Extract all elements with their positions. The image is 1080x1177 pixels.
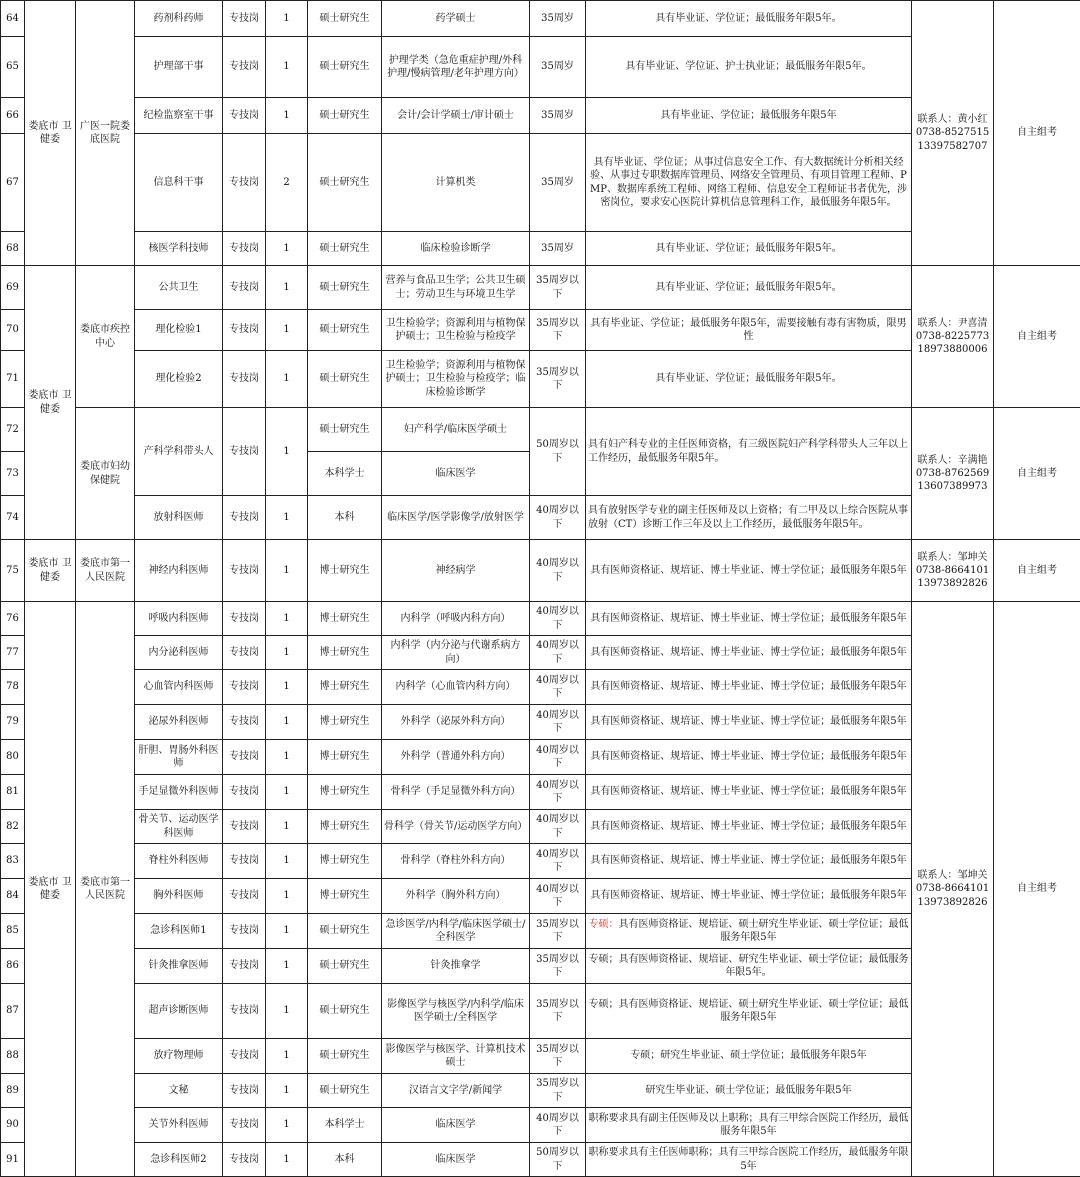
edu-cell: 硕士研究生 [308,351,382,408]
edu-cell: 博士研究生 [308,540,382,602]
count-cell: 1 [266,351,308,408]
age-cell: 35周岁以下 [530,914,586,949]
requirement-cell: 具有医师资格证、规培证、博士毕业证、博士学位证；最低服务年限5年 [586,540,912,602]
post-cell: 肝胆、胃肠外科医师 [135,740,223,775]
edu-cell: 硕士研究生 [308,134,382,232]
row-number: 65 [1,37,25,98]
row-number: 77 [1,636,25,670]
major-cell: 骨科学（手足显微外科方向） [382,775,530,810]
major-cell: 影像医学与核医学/内科学/临床医学硕士/全科医学 [382,984,530,1039]
row-number: 80 [1,740,25,775]
count-cell: 1 [266,705,308,740]
unit-cell: 娄底市 卫健委 [25,1,76,266]
requirement-text: 具有医师资格证、规培证、硕士研究生毕业证、硕士学位证；最低服务年限5年 [619,919,909,943]
row-number: 79 [1,705,25,740]
row-number: 82 [1,810,25,844]
edu-cell: 本科学士 [308,452,382,496]
major-cell: 护理学类（急危重症护理/外科护理/慢病管理/老年护理方向） [382,37,530,98]
requirement-cell: 具有医师资格证、规培证、博士毕业证、博士学位证；最低服务年限5年 [586,740,912,775]
major-cell: 汉语言文字学/新闻学 [382,1074,530,1108]
age-cell: 35周岁 [530,37,586,98]
type-cell: 专技岗 [223,408,266,496]
age-cell: 40周岁以下 [530,670,586,705]
age-cell: 35周岁 [530,98,586,134]
edu-cell: 硕士研究生 [308,310,382,351]
exam-cell: 自主组考 [994,408,1080,540]
edu-cell: 博士研究生 [308,775,382,810]
requirement-cell: 具有毕业证、学位证；最低服务年限5年，需要接触有毒有害物质，限男性 [586,310,912,351]
requirement-cell: 具有医师资格证、规培证、博士毕业证、博士学位证；最低服务年限5年 [586,636,912,670]
type-cell: 专技岗 [223,496,266,540]
edu-cell: 硕士研究生 [308,914,382,949]
row-number: 85 [1,914,25,949]
type-cell: 专技岗 [223,1108,266,1143]
post-cell: 心血管内科医师 [135,670,223,705]
edu-cell: 硕士研究生 [308,1074,382,1108]
age-cell: 40周岁以下 [530,602,586,636]
type-cell: 专技岗 [223,879,266,914]
row-number: 66 [1,98,25,134]
age-cell: 35周岁以下 [530,984,586,1039]
age-cell: 35周岁 [530,1,586,37]
post-cell: 内分泌科医师 [135,636,223,670]
count-cell: 1 [266,1039,308,1074]
age-cell: 50周岁以下 [530,408,586,496]
major-cell: 外科学（胸外科方向） [382,879,530,914]
contact-cell: 联系人：尹喜清 0738-8225773 18973880006 [912,266,994,408]
type-cell: 专技岗 [223,810,266,844]
row-number: 83 [1,844,25,879]
requirement-cell: 具有毕业证、学位证；最低服务年限5年。 [586,266,912,310]
age-cell: 35周岁以下 [530,351,586,408]
major-cell: 影像医学与核医学、计算机技术硕士 [382,1039,530,1074]
requirement-cell: 具有毕业证、学位证；最低服务年限5年 [586,98,912,134]
requirement-cell: 具有毕业证、学位证、护士执业证；最低服务年限5年。 [586,37,912,98]
count-cell: 1 [266,1108,308,1143]
age-cell: 40周岁以下 [530,705,586,740]
type-cell: 专技岗 [223,98,266,134]
type-cell: 专技岗 [223,351,266,408]
major-cell: 卫生检验学；资源利用与植物保护硕士；卫生检验与检疫学 [382,310,530,351]
post-cell: 理化检验2 [135,351,223,408]
requirement-cell: 具有医师资格证、规培证、博士毕业证、博士学位证；最低服务年限5年 [586,775,912,810]
edu-cell: 硕士研究生 [308,98,382,134]
type-cell: 专技岗 [223,1074,266,1108]
type-cell: 专技岗 [223,705,266,740]
major-cell: 内科学（呼吸内科方向） [382,602,530,636]
requirement-cell: 具有医师资格证、规培证、博士毕业证、博士学位证；最低服务年限5年 [586,705,912,740]
row-number: 75 [1,540,25,602]
requirement-cell: 具有医师资格证、规培证、博士毕业证、博士学位证；最低服务年限5年 [586,602,912,636]
count-cell: 1 [266,496,308,540]
row-number: 73 [1,452,25,496]
requirement-cell: 具有放射医学专业的副主任医师及以上资格；有二甲及以上综合医院从事放射（CT）诊断工作三年及以上工作经历，最低服务年限5年。 [586,496,912,540]
major-cell: 药学硕士 [382,1,530,37]
post-cell: 神经内科医师 [135,540,223,602]
count-cell: 1 [266,775,308,810]
row-number: 68 [1,232,25,266]
age-cell: 50周岁以下 [530,1143,586,1177]
major-cell: 临床医学 [382,1108,530,1143]
edu-cell: 硕士研究生 [308,408,382,452]
post-cell: 急诊科医师1 [135,914,223,949]
type-cell: 专技岗 [223,844,266,879]
type-cell: 专技岗 [223,232,266,266]
requirement-cell: 具有医师资格证、规培证、博士毕业证、博士学位证；最低服务年限5年 [586,879,912,914]
count-cell: 1 [266,670,308,705]
row-number: 78 [1,670,25,705]
row-number: 87 [1,984,25,1039]
edu-cell: 硕士研究生 [308,37,382,98]
post-cell: 泌尿外科医师 [135,705,223,740]
count-cell: 1 [266,310,308,351]
age-cell: 40周岁以下 [530,810,586,844]
type-cell: 专技岗 [223,266,266,310]
requirement-cell: 专硕；具有医师资格证、规培证、研究生毕业证、硕士学位证；最低服务年限5年。 [586,949,912,984]
age-cell: 35周岁以下 [530,949,586,984]
major-cell: 临床医学 [382,1143,530,1177]
type-cell: 专技岗 [223,775,266,810]
post-cell: 手足显微外科医师 [135,775,223,810]
count-cell: 2 [266,134,308,232]
count-cell: 1 [266,1,308,37]
edu-cell: 硕士研究生 [308,984,382,1039]
contact-cell: 联系人：邹坤关 0738-8664101 13973892826 [912,602,994,1177]
major-cell: 会计/会计学硕士/审计硕士 [382,98,530,134]
exam-cell: 自主组考 [994,540,1080,602]
type-cell: 专技岗 [223,1039,266,1074]
major-cell: 妇产科学/临床医学硕士 [382,408,530,452]
age-cell: 35周岁以下 [530,1039,586,1074]
row-number: 72 [1,408,25,452]
unit-cell: 娄底市 卫健委 [25,266,76,540]
org-cell: 广医一院娄底医院 [76,1,135,266]
row-number: 71 [1,351,25,408]
requirement-cell: 具有妇产科专业的主任医师资格，有三级医院妇产科学科带头人三年以上工作经历，最低服务年限5年。 [586,408,912,496]
exam-cell: 自主组考 [994,1,1080,266]
exam-cell: 自主组考 [994,266,1080,408]
row-number: 84 [1,879,25,914]
count-cell: 1 [266,949,308,984]
major-cell: 骨科学（脊柱外科方向） [382,844,530,879]
requirement-cell: 具有毕业证、学位证；最低服务年限5年。 [586,351,912,408]
row-number: 86 [1,949,25,984]
count-cell: 1 [266,266,308,310]
contact-cell: 联系人：邹坤关 0738-8664101 13973892826 [912,540,994,602]
edu-cell: 本科 [308,1143,382,1177]
edu-cell: 博士研究生 [308,810,382,844]
post-cell: 针灸推拿医师 [135,949,223,984]
post-cell: 理化检验1 [135,310,223,351]
edu-cell: 本科 [308,496,382,540]
type-cell: 专技岗 [223,636,266,670]
edu-cell: 硕士研究生 [308,232,382,266]
edu-cell: 硕士研究生 [308,1039,382,1074]
age-cell: 40周岁以下 [530,636,586,670]
requirement-cell [586,914,912,949]
age-cell: 40周岁以下 [530,775,586,810]
post-cell: 急诊科医师2 [135,1143,223,1177]
unit-cell: 娄底市 卫健委 [25,540,76,602]
requirement-cell: 具有医师资格证、规培证、博士毕业证、博士学位证；最低服务年限5年 [586,810,912,844]
post-cell: 脊柱外科医师 [135,844,223,879]
major-cell: 急诊医学/内科学/临床医学硕士/全科医学 [382,914,530,949]
row-number: 70 [1,310,25,351]
major-cell: 营养与食品卫生学；公共卫生硕士；劳动卫生与环境卫生学 [382,266,530,310]
requirement-cell: 具有毕业证、学位证；最低服务年限5年。 [586,232,912,266]
org-cell: 娄底市妇幼保健院 [76,408,135,540]
count-cell: 1 [266,740,308,775]
row-number: 64 [1,1,25,37]
count-cell: 1 [266,984,308,1039]
count-cell: 1 [266,540,308,602]
requirement-prefix: 专硕： [589,919,619,930]
post-cell: 纪检监察室干事 [135,98,223,134]
org-cell: 娄底市疾控中心 [76,266,135,408]
requirement-cell: 研究生毕业证、硕士学位证；最低服务年限5年 [586,1074,912,1108]
major-cell: 内科学（心血管内科方向） [382,670,530,705]
exam-cell: 自主组考 [994,602,1080,1177]
edu-cell: 博士研究生 [308,740,382,775]
age-cell: 40周岁以下 [530,540,586,602]
edu-cell: 硕士研究生 [308,266,382,310]
org-cell: 娄底市第一人民医院 [76,540,135,602]
edu-cell: 博士研究生 [308,705,382,740]
type-cell: 专技岗 [223,134,266,232]
major-cell: 临床检验诊断学 [382,232,530,266]
age-cell: 35周岁以下 [530,266,586,310]
requirement-cell: 职称要求具有主任医师职称；具有三甲综合医院工作经历，最低服务年限5年 [586,1143,912,1177]
row-number: 90 [1,1108,25,1143]
age-cell: 35周岁以下 [530,1074,586,1108]
row-number: 88 [1,1039,25,1074]
count-cell: 1 [266,602,308,636]
post-cell: 骨关节、运动医学科医师 [135,810,223,844]
post-cell: 信息科干事 [135,134,223,232]
requirement-cell: 具有毕业证、学位证；最低服务年限5年。 [586,1,912,37]
table-row [1,1,1080,37]
type-cell: 专技岗 [223,540,266,602]
table-row [1,408,1080,452]
requirement-cell: 职称要求具有副主任医师及以上职称；具有三甲综合医院工作经历，最低服务年限5年 [586,1108,912,1143]
post-cell: 呼吸内科医师 [135,602,223,636]
post-cell: 放射科医师 [135,496,223,540]
table-row [1,266,1080,310]
major-cell: 外科学（泌尿外科方向） [382,705,530,740]
row-number: 67 [1,134,25,232]
age-cell: 40周岁以下 [530,740,586,775]
major-cell: 神经病学 [382,540,530,602]
count-cell: 1 [266,408,308,496]
row-number: 74 [1,496,25,540]
count-cell: 1 [266,810,308,844]
table-row [1,540,1080,602]
contact-cell: 联系人：辛满艳 0738-8762569 13607389973 [912,408,994,540]
row-number: 91 [1,1143,25,1177]
post-cell: 护理部干事 [135,37,223,98]
age-cell: 40周岁以下 [530,1108,586,1143]
age-cell: 35周岁 [530,232,586,266]
count-cell: 1 [266,37,308,98]
type-cell: 专技岗 [223,914,266,949]
edu-cell: 博士研究生 [308,602,382,636]
type-cell: 专技岗 [223,310,266,351]
requirement-cell: 专硕；具有医师资格证、规培证、硕士研究生毕业证、硕士学位证；最低服务年限5年 [586,984,912,1039]
age-cell: 40周岁以下 [530,496,586,540]
edu-cell: 博士研究生 [308,670,382,705]
age-cell: 40周岁以下 [530,844,586,879]
post-cell: 核医学科技师 [135,232,223,266]
post-cell: 文秘 [135,1074,223,1108]
type-cell: 专技岗 [223,1143,266,1177]
major-cell: 骨科学（骨关节/运动医学方向） [382,810,530,844]
edu-cell: 博士研究生 [308,879,382,914]
unit-cell: 娄底市 卫健委 [25,602,76,1177]
count-cell: 1 [266,879,308,914]
type-cell: 专技岗 [223,37,266,98]
requirement-cell: 专硕；研究生毕业证、硕士学位证；最低服务年限5年 [586,1039,912,1074]
major-cell: 临床医学 [382,452,530,496]
requirement-cell: 具有医师资格证、规培证、博士毕业证、博士学位证；最低服务年限5年 [586,670,912,705]
table-row [1,602,1080,636]
row-number: 69 [1,266,25,310]
post-cell: 公共卫生 [135,266,223,310]
edu-cell: 硕士研究生 [308,1,382,37]
row-number: 89 [1,1074,25,1108]
count-cell: 1 [266,232,308,266]
age-cell: 35周岁 [530,134,586,232]
count-cell: 1 [266,1143,308,1177]
count-cell: 1 [266,844,308,879]
edu-cell: 博士研究生 [308,844,382,879]
count-cell: 1 [266,98,308,134]
post-cell: 产科学科带头人 [135,408,223,496]
major-cell: 内科学（内分泌与代谢系病方向） [382,636,530,670]
requirement-cell: 具有毕业证、学位证；从事过信息安全工作、有大数据统计分析相关经验、从事过专职数据库管理员、网络安全管理员、有项目管理工程师、PMP、数据库系统工程师、网络工程师、信息安全工程师证书者优先，涉密岗位，要求安心医院计算机信息管理科工作，最低服务年限5年。 [586,134,912,232]
type-cell: 专技岗 [223,1,266,37]
type-cell: 专技岗 [223,602,266,636]
major-cell: 计算机类 [382,134,530,232]
type-cell: 专技岗 [223,670,266,705]
post-cell: 药剂科药师 [135,1,223,37]
requirement-cell: 具有医师资格证、规培证、博士毕业证、博士学位证；最低服务年限5年 [586,844,912,879]
edu-cell: 硕士研究生 [308,949,382,984]
age-cell: 35周岁以下 [530,310,586,351]
post-cell: 放疗物理师 [135,1039,223,1074]
type-cell: 专技岗 [223,949,266,984]
row-number: 76 [1,602,25,636]
major-cell: 针灸推拿学 [382,949,530,984]
post-cell: 胸外科医师 [135,879,223,914]
type-cell: 专技岗 [223,984,266,1039]
count-cell: 1 [266,1074,308,1108]
contact-cell: 联系人：黄小红 0738-8527515 13397582707 [912,1,994,266]
major-cell: 临床医学/医学影像学/放射医学 [382,496,530,540]
count-cell: 1 [266,914,308,949]
row-number: 81 [1,775,25,810]
post-cell: 超声诊断医师 [135,984,223,1039]
type-cell: 专技岗 [223,740,266,775]
major-cell: 卫生检验学；资源利用与植物保护硕士；卫生检验与检疫学；临床检验诊断学 [382,351,530,408]
count-cell: 1 [266,636,308,670]
major-cell: 外科学（普通外科方向） [382,740,530,775]
org-cell: 娄底市第一人民医院 [76,602,135,1177]
post-cell: 关节外科医师 [135,1108,223,1143]
edu-cell: 博士研究生 [308,636,382,670]
edu-cell: 本科学士 [308,1108,382,1143]
age-cell: 40周岁以下 [530,879,586,914]
